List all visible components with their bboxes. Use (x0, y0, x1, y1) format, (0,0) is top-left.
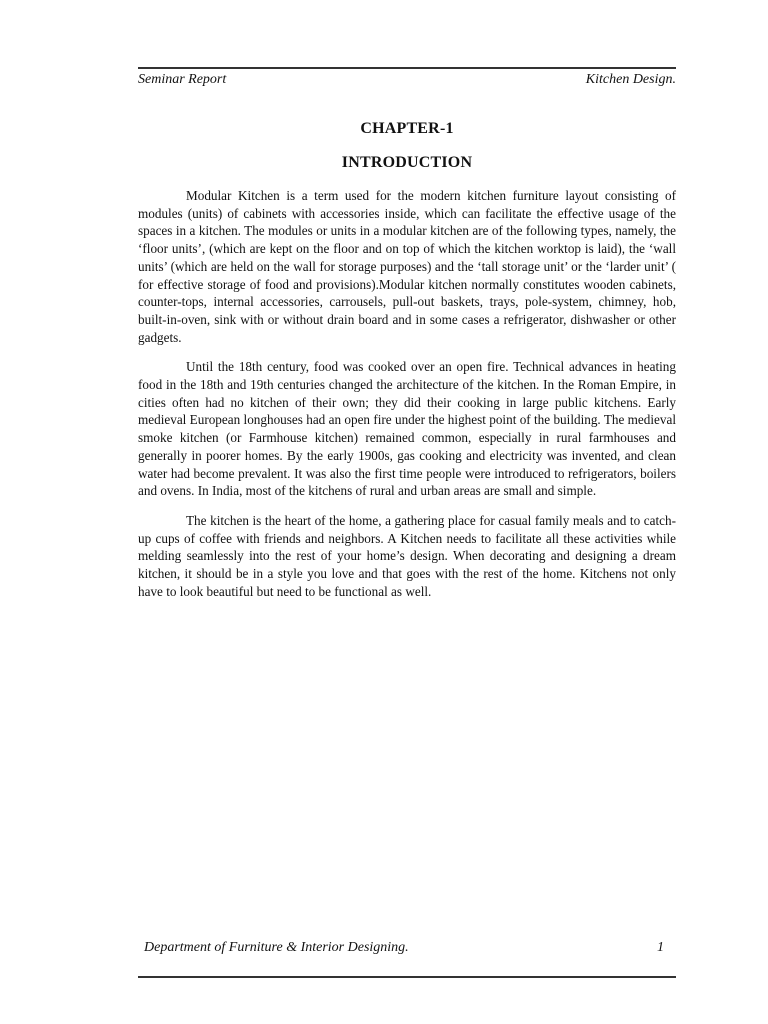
page-header (138, 67, 676, 89)
paragraph-1: Modular Kitchen is a term used for the modern kitchen furniture layout consisting of modules (units) of cabinets with accessories inside, which can facilitate the effective usage of the spaces in a kitchen. The modules or units in a modular kitchen are of the following types, namely, the ‘floor units’, (which are kept on the floor and on top of which the kitchen worktop is laid), the ‘wall units’ (which are held on the wall for storage purposes) and the ‘tall storage unit’ or the ‘larder unit’ ( for effective storage of food and provisions).Modular kitchen normally constitutes wooden cabinets, counter-tops, internal accessories, carrousels, pull-out baskets, trays, pole-system, chimney, hob, built-in-oven, sink with or without drain board and in some cases a refrigerator, dishwasher or other gadgets. (138, 188, 676, 345)
paragraph-3: The kitchen is the heart of the home, a gathering place for casual family meals and to catch-up cups of coffee with friends and neighbors. A Kitchen needs to facilitate all these activities while melding seamlessly into the rest of your home’s design. When decorating and designing a dream kitchen, it should be in a style you love and that goes with the rest of the home. Kitchens not only have to look beautiful but need to be functional as well. (138, 512, 676, 599)
header-left-text: Seminar Report (138, 72, 227, 87)
footer-department: Department of Furniture & Interior Designing. (144, 940, 409, 955)
page-number: 1 (657, 940, 664, 955)
page-footer (138, 940, 676, 978)
body-text (138, 187, 676, 612)
header-right-text: Kitchen Design. (585, 72, 676, 87)
chapter-heading: CHAPTER-1 (360, 120, 454, 137)
paragraph-2: Until the 18th century, food was cooked over an open fire. Technical advances in heating food in the 18th and 19th centuries changed the architecture of the kitchen. In the Roman Empire, in cities often had no kitchen of their own; they did their cooking in large public kitchens. Early medieval European longhouses had an open fire under the highest point of the building. The medieval smoke kitchen (or Farmhouse kitchen) remained common, especially in rural farmhouses and generally in poorer homes. By the early 1900s, gas cooking and electricity was invented, and clean water had become prevalent. It was also the first time people were introduced to refrigerators, boilers and ovens. In India, most of the kitchens of rural and urban areas are small and simple. (138, 359, 676, 499)
section-title: INTRODUCTION (341, 154, 473, 171)
